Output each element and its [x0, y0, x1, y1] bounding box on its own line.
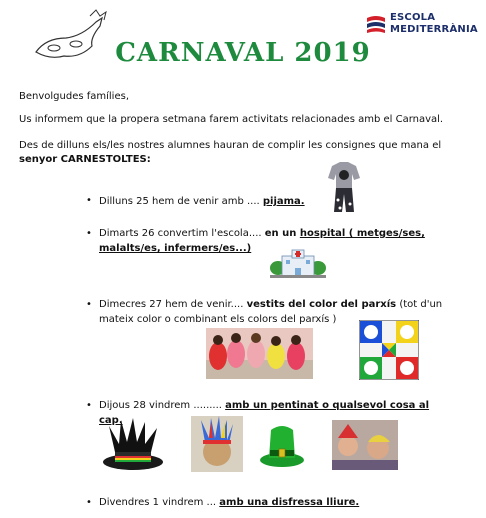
day-wednesday-rest: (tot d'un mateix color o combinant els colors del parxís )	[99, 299, 443, 325]
bullet-1: •	[86, 195, 92, 206]
colored-costumes-photo	[206, 328, 313, 379]
greeting: Benvolgudes famílies,	[19, 91, 130, 102]
day-monday-text: Dilluns 25 hem de venir amb ....	[99, 196, 263, 207]
flag-icon	[366, 14, 386, 34]
parchis-board-image	[359, 320, 419, 380]
bullet-5: •	[86, 497, 92, 508]
day-wednesday-bold: vestits del color del parxís	[246, 299, 397, 310]
bullet-3: •	[86, 299, 92, 310]
day-thursday-text: Dijous 28 vindrem .........	[99, 400, 226, 411]
day-friday-text: Divendres 1 vindrem ...	[99, 497, 220, 508]
hospital-image	[270, 248, 326, 278]
day-monday-bold: pijama.	[262, 196, 305, 207]
rules-intro	[19, 139, 469, 167]
green-hat-image	[259, 420, 305, 468]
day-wednesday-text: Dimecres 27 hem de venir....	[99, 299, 247, 310]
intro-paragraph: Us informem que la propera setmana farem activitats relacionades amb el Carnaval.	[19, 114, 444, 125]
feather-headdress-photo	[191, 416, 243, 472]
day-friday-bold: amb una disfressa lliure.	[219, 497, 360, 508]
day-thursday-bold: amb un pentinat o qualsevol cosa al cap.	[99, 400, 430, 426]
day-monday	[99, 194, 447, 209]
rules-intro-line2	[19, 153, 469, 167]
rules-intro-line1: Des de dilluns els/les nostres alumnes hauran de complir les consignes que mana el	[19, 140, 442, 151]
colon: :	[146, 154, 151, 165]
children-hats-photo	[332, 420, 398, 470]
day-friday	[99, 495, 447, 510]
pajama-image	[326, 160, 362, 214]
page-title: CARNAVAL 2019	[115, 38, 371, 68]
carnestoltes: CARNESTOLTES	[60, 154, 147, 165]
day-tuesday-hospital: hospital	[299, 228, 346, 239]
day-tuesday-text: Dimarts 26 convertim l'escola....	[99, 228, 265, 239]
day-tuesday-roles: ( metges/ses, malalts/es, infermers/es...)	[99, 228, 425, 254]
logo-line-1: ESCOLA	[390, 12, 436, 23]
bullet-2: •	[86, 228, 92, 239]
rules-intro-prefix: senyor	[19, 154, 61, 165]
bullet-4: •	[86, 400, 92, 411]
logo-line-2: MEDITERRÀNIA	[390, 24, 478, 35]
day-tuesday-bold: en un	[264, 228, 300, 239]
feather-hat-image	[101, 416, 165, 472]
